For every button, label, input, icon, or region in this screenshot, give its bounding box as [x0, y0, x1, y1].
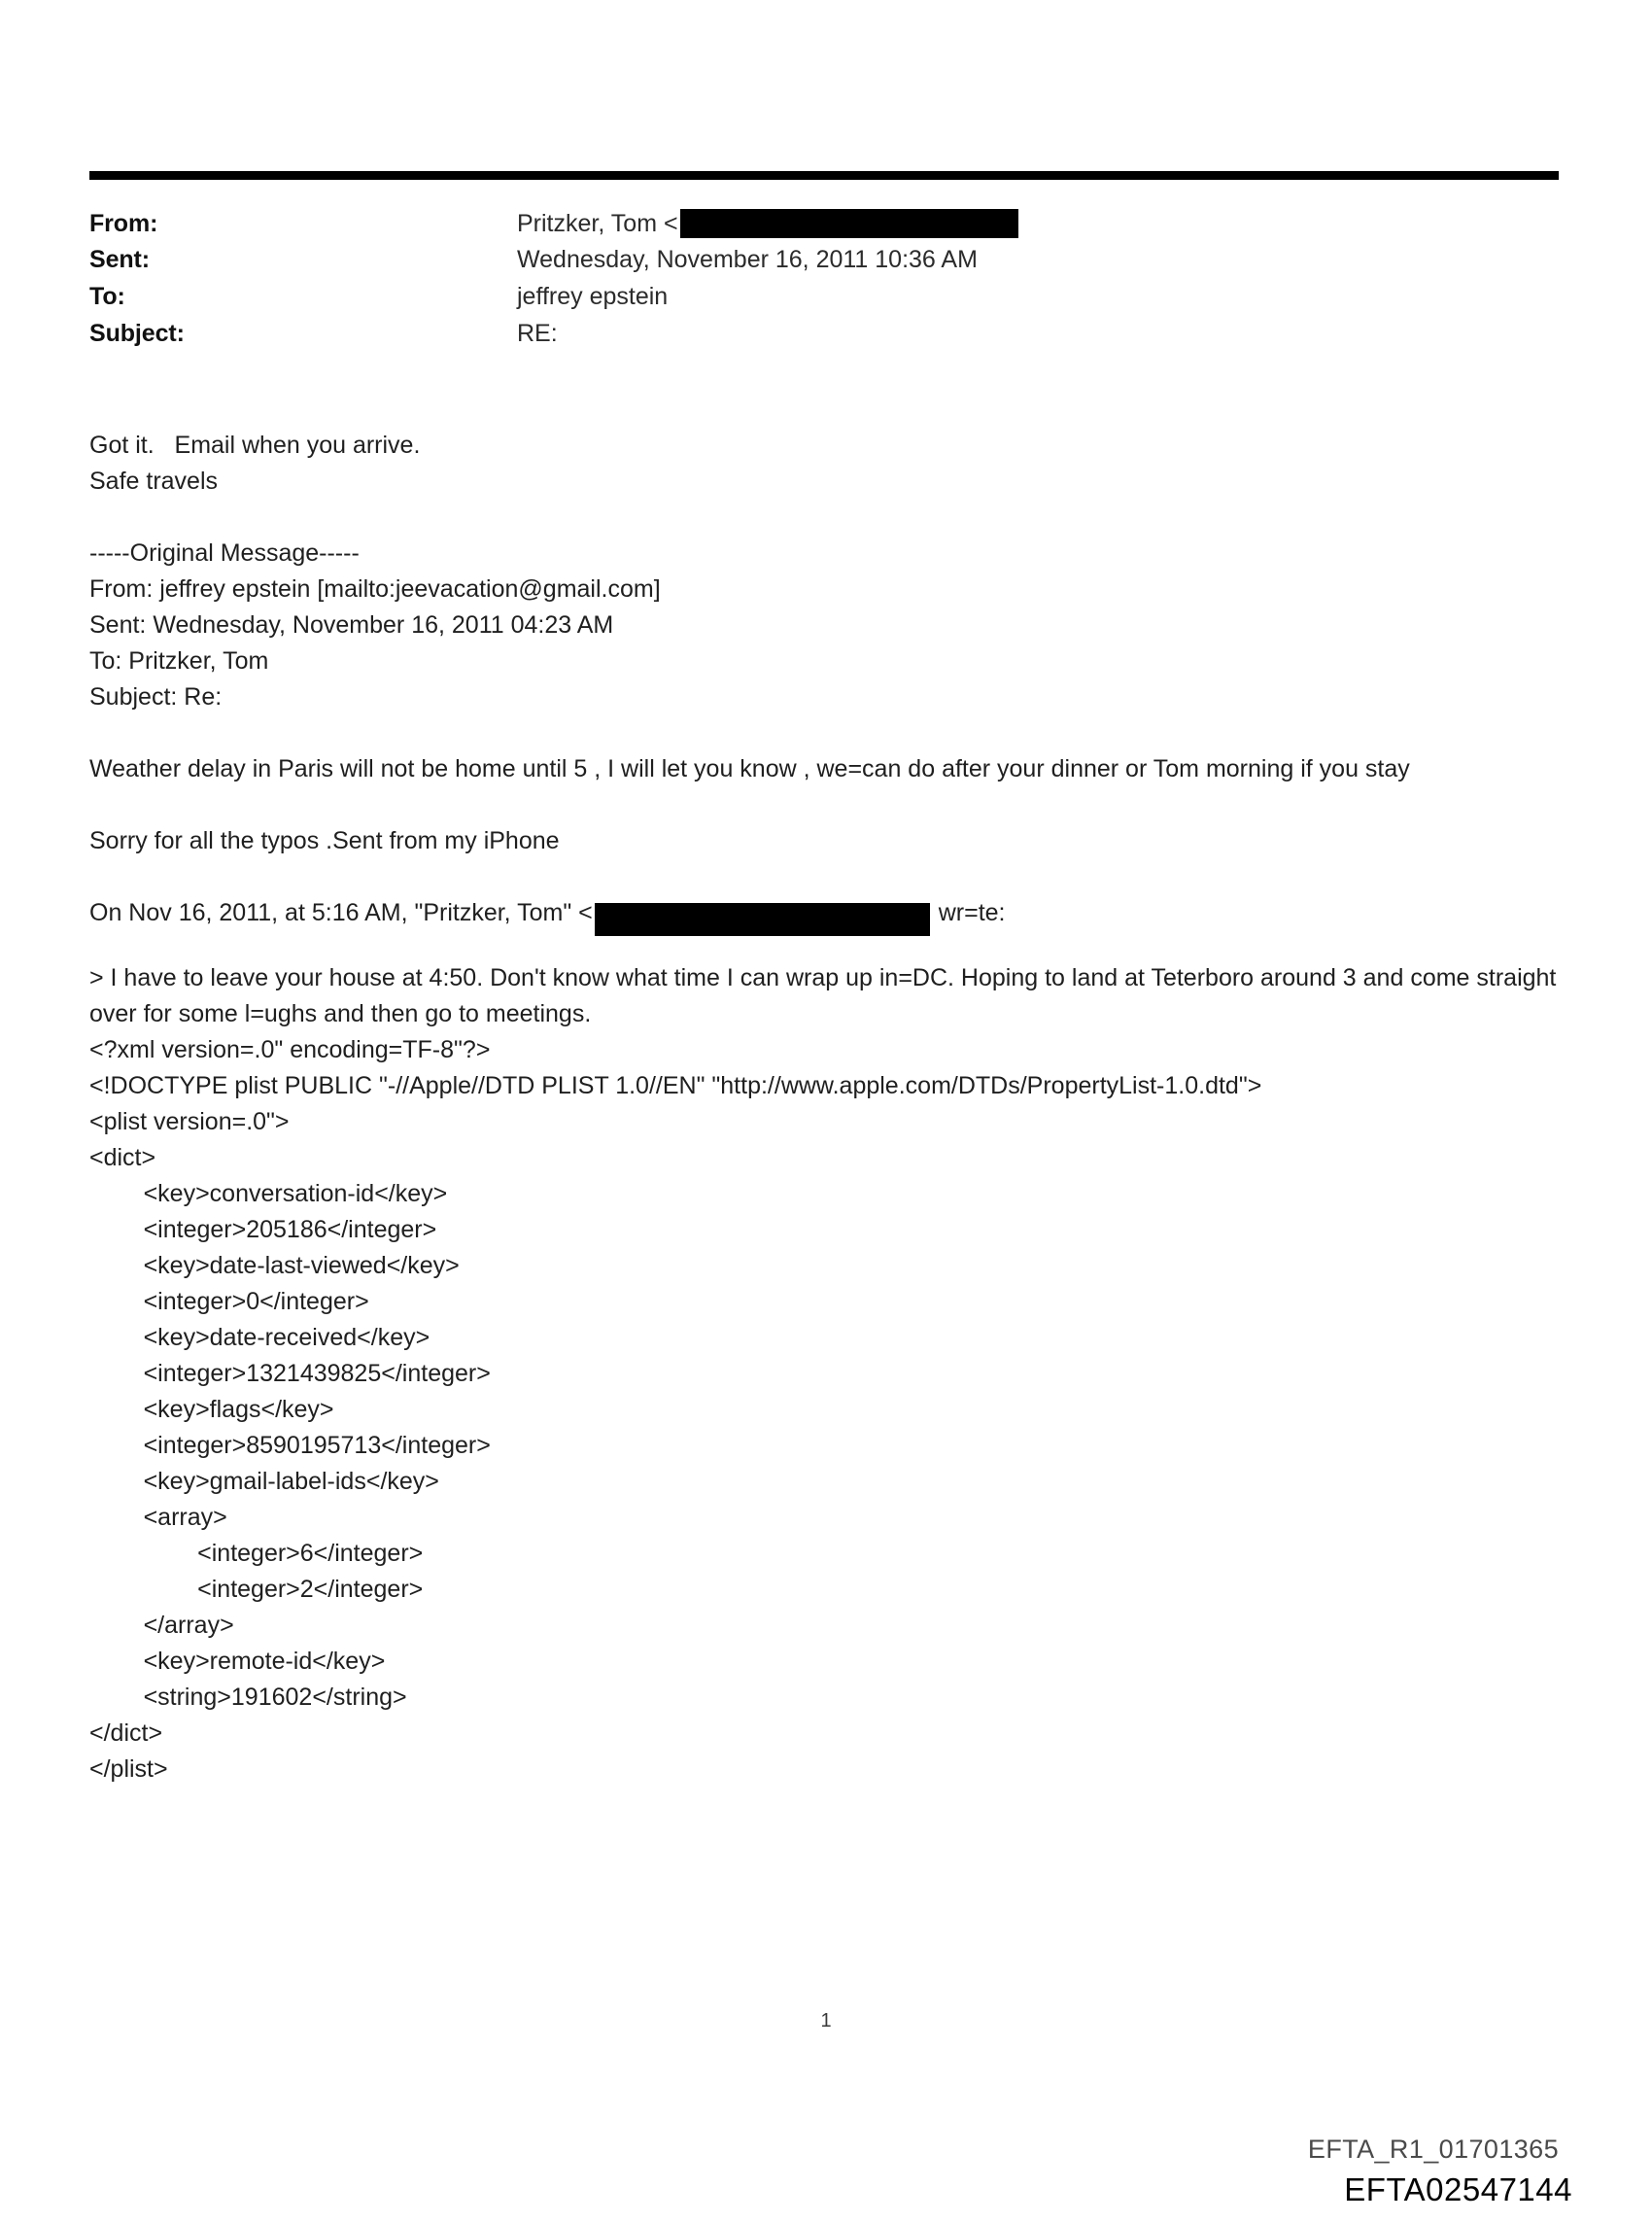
redaction-bar-from-address	[680, 209, 1018, 238]
weather-delay-paragraph: Weather delay in Paris will not be home until 5 , I will let you know , we=can do after your dinner or Tom morning if you stay	[89, 755, 1410, 782]
header-row-from	[89, 209, 1547, 246]
header-label-subject: Subject:	[89, 320, 185, 347]
redaction-bar-quoted-address	[595, 903, 930, 936]
plist-line: <dict>	[89, 1144, 156, 1171]
plist-line: </dict>	[89, 1719, 163, 1747]
quoted-paragraph: > I have to leave your house at 4:50. Don't know what time I can wrap up in=DC. Hoping to land at Teterboro around 3 and come straight over for some l=ughs and then go to meetings.	[89, 964, 1557, 1027]
plist-line: </array>	[89, 1612, 234, 1639]
reply-line-1: Got it. Email when you arrive.	[89, 432, 421, 459]
email-body	[89, 428, 1563, 1788]
spacer	[89, 787, 1563, 823]
reply-line-2: Safe travels	[89, 468, 219, 495]
header-value-from	[517, 209, 1018, 238]
bates-number-lower: EFTA02547144	[1344, 2171, 1572, 2207]
spacer	[89, 715, 1563, 751]
plist-line: <key>flags</key>	[89, 1396, 334, 1423]
plist-line: <integer>0</integer>	[89, 1288, 369, 1315]
plist-line: <plist version=.0">	[89, 1108, 290, 1135]
plist-line: <integer>6</integer>	[89, 1540, 424, 1567]
plist-line: <?xml version=.0" encoding=TF-8"?>	[89, 1036, 491, 1063]
plist-line: <key>date-received</key>	[89, 1324, 430, 1351]
header-value-from-text: Pritzker, Tom <	[517, 209, 678, 237]
plist-line: <integer>205186</integer>	[89, 1216, 437, 1243]
original-message-from: From: jeffrey epstein [mailto:jeevacation@gmail.com]	[89, 575, 661, 603]
plist-block	[89, 1032, 1563, 1788]
header-label-from: From:	[89, 209, 158, 237]
plist-line: <array>	[89, 1504, 227, 1531]
header-label-sent: Sent:	[89, 246, 151, 273]
plist-line: <integer>2</integer>	[89, 1576, 424, 1603]
spacer	[89, 859, 1563, 895]
plist-line: <!DOCTYPE plist PUBLIC "-//Apple//DTD PLIST 1.0//EN" "http://www.apple.com/DTDs/PropertyList-1.0.dtd">	[89, 1072, 1262, 1099]
header-label-to: To:	[89, 283, 125, 310]
plist-line: <integer>8590195713</integer>	[89, 1432, 491, 1459]
plist-line: <key>remote-id</key>	[89, 1648, 386, 1675]
header-value-sent: Wednesday, November 16, 2011 10:36 AM	[517, 246, 978, 273]
plist-line: <integer>1321439825</integer>	[89, 1360, 491, 1387]
original-message-sent: Sent: Wednesday, November 16, 2011 04:23 AM	[89, 611, 614, 639]
page-number: 1	[820, 2010, 832, 2031]
typos-line: Sorry for all the typos .Sent from my iPhone	[89, 827, 560, 854]
email-header	[89, 209, 1547, 357]
header-rule	[89, 171, 1559, 180]
plist-line: <key>gmail-label-ids</key>	[89, 1468, 439, 1495]
spacer	[89, 500, 1563, 536]
original-message-subject: Subject: Re:	[89, 683, 223, 711]
plist-line: <key>date-last-viewed</key>	[89, 1252, 460, 1279]
header-row-to	[89, 283, 1547, 320]
original-message-divider: -----Original Message-----	[89, 539, 360, 567]
plist-line: <string>191602</string>	[89, 1684, 407, 1711]
plist-line: <key>conversation-id</key>	[89, 1180, 448, 1207]
plist-line: </plist>	[89, 1755, 168, 1783]
header-row-sent	[89, 246, 1547, 283]
bates-number-upper: EFTA_R1_01701365	[1307, 2135, 1559, 2164]
header-value-to: jeffrey epstein	[517, 283, 669, 310]
original-message-to: To: Pritzker, Tom	[89, 647, 269, 675]
on-wrote-line	[89, 895, 1563, 931]
on-wrote-suffix: wr=te:	[931, 899, 1006, 926]
on-wrote-prefix: On Nov 16, 2011, at 5:16 AM, "Pritzker, Tom" <	[89, 899, 593, 926]
header-value-subject: RE:	[517, 320, 558, 347]
header-row-subject	[89, 320, 1547, 357]
